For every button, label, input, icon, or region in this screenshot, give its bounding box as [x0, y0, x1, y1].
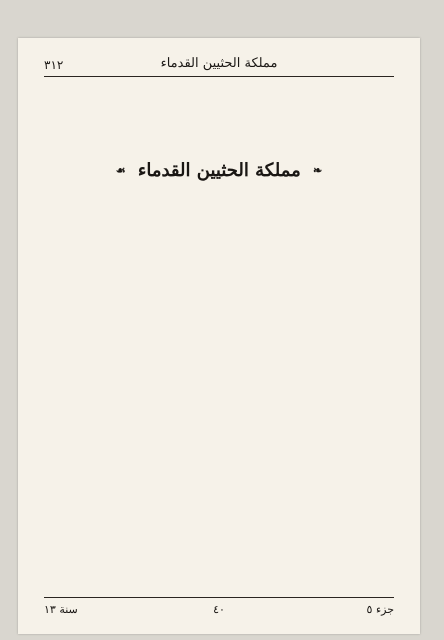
- body-text: [44, 82, 394, 582]
- ornament-icon: ❧: [313, 164, 323, 178]
- footer-part: جزء ٥: [366, 603, 394, 616]
- running-title: مملكة الحثيين القدماء: [160, 56, 278, 71]
- paragraph: [44, 209, 394, 226]
- page-footer: [44, 597, 394, 620]
- section-heading: [44, 158, 394, 184]
- ornament-icon: ☙: [115, 164, 126, 178]
- paragraph: [44, 99, 394, 116]
- page-number: ٣١٢: [44, 58, 64, 72]
- document-page: [18, 38, 420, 634]
- paragraph: [44, 132, 394, 149]
- section-heading-text: مملكة الحثيين القدماء: [137, 160, 301, 182]
- paragraph: [44, 82, 394, 99]
- paragraph: [44, 226, 394, 243]
- paragraph: [44, 115, 394, 132]
- footer-year: سنة ١٣: [44, 603, 78, 616]
- running-header: [44, 52, 394, 77]
- paragraph: [44, 192, 394, 209]
- footer-sheet-number: ٤٠: [213, 603, 225, 616]
